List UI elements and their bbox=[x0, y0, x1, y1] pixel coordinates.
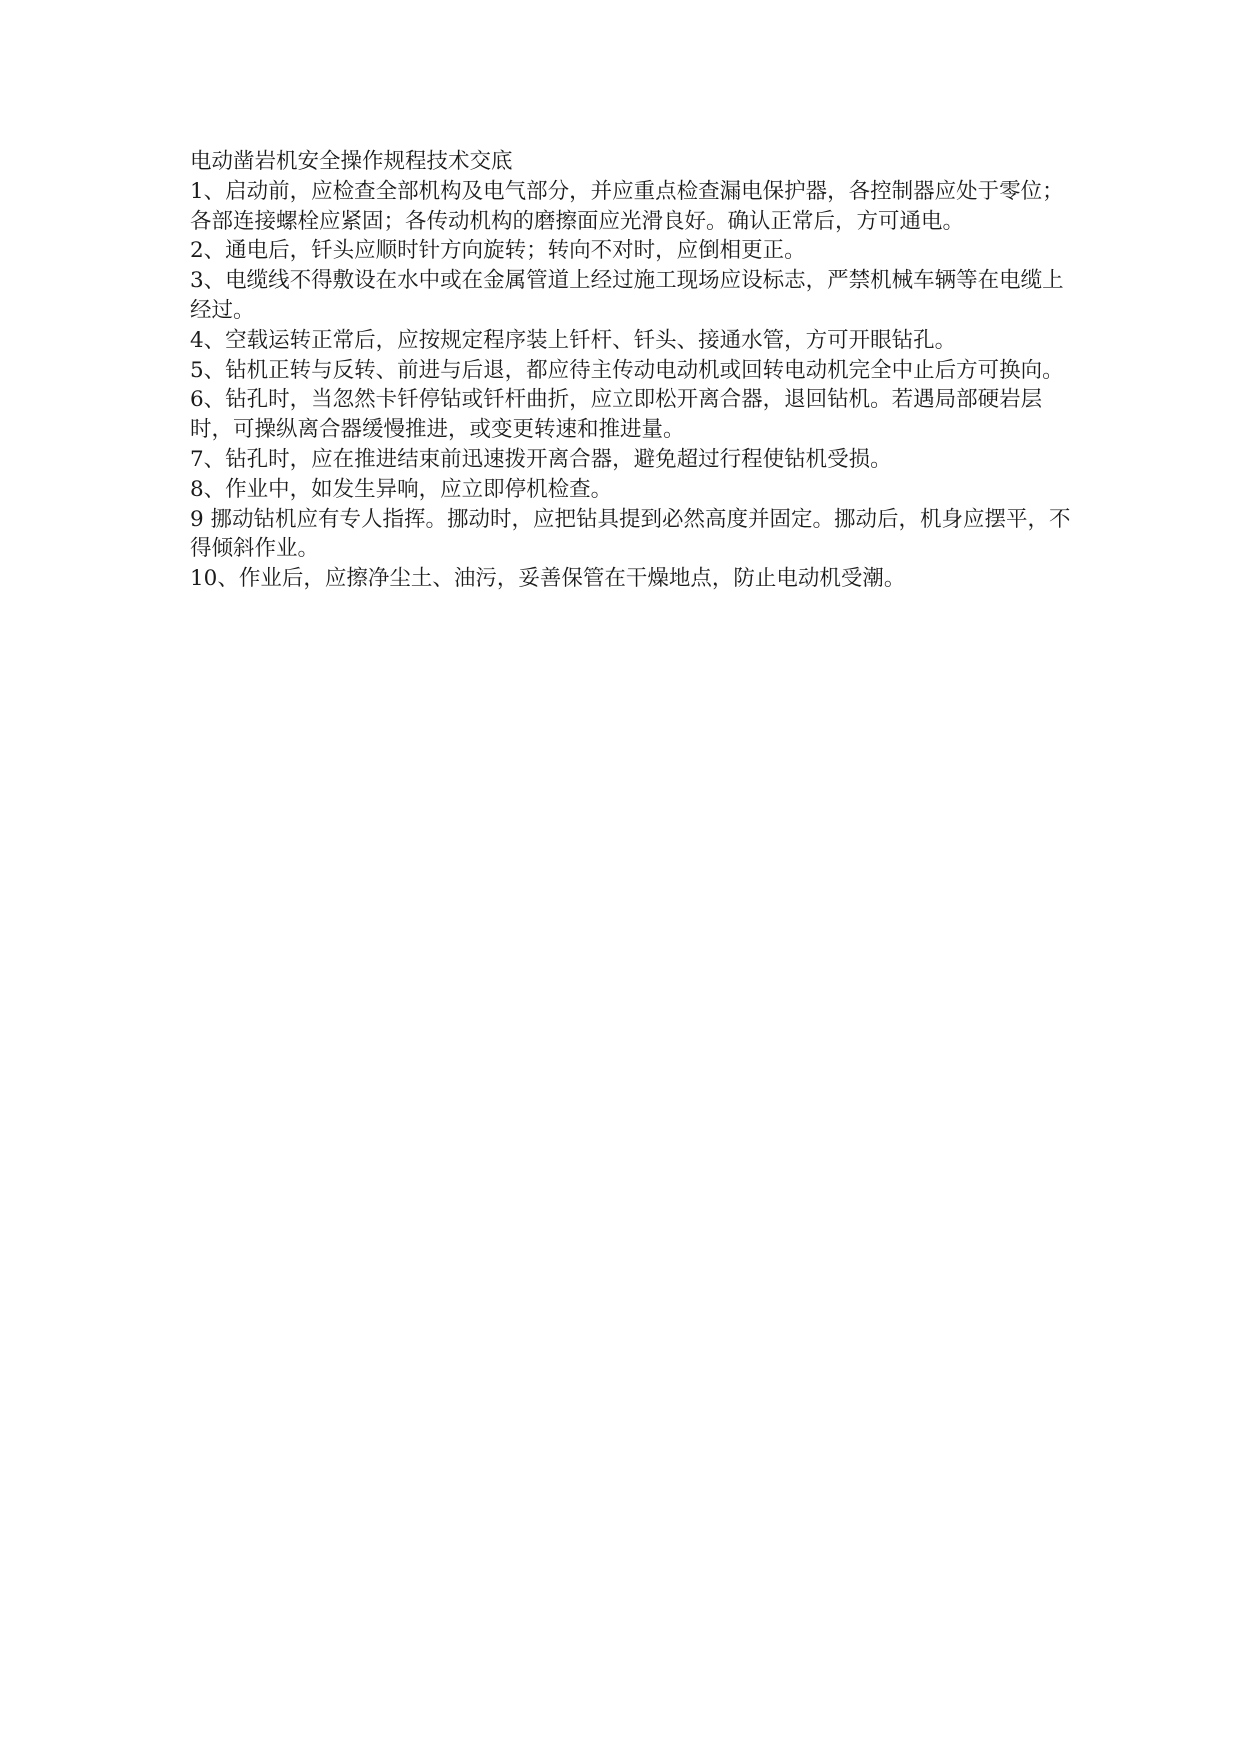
paragraph-5: 5、钻机正转与反转、前进与后退，都应待主传动电动机或回转电动机完全中止后方可换向。 bbox=[190, 357, 1064, 383]
paragraph-10: 10、作业后，应擦净尘土、油污，妥善保管在干燥地点，防止电动机受潮。 bbox=[190, 566, 906, 592]
paragraph-4: 4、空载运转正常后，应按规定程序装上钎杆、钎头、接通水管，方可开眼钻孔。 bbox=[190, 327, 957, 353]
paragraph-8: 8、作业中，如发生异响，应立即停机检查。 bbox=[190, 476, 613, 502]
paragraph-2: 2、通电后，钎头应顺时针方向旋转；转向不对时，应倒相更正。 bbox=[190, 238, 806, 264]
document-title: 电动凿岩机安全操作规程技术交底 bbox=[190, 149, 513, 174]
paragraph-7: 7、钻孔时，应在推进结束前迅速拨开离合器，避免超过行程使钻机受损。 bbox=[190, 446, 892, 472]
paragraph-9: 9 挪动钻机应有专人指挥。挪动时，应把钻具提到必然高度并固定。挪动后，机身应摆平，不得倾斜作业。 bbox=[190, 506, 1071, 562]
document-body bbox=[190, 147, 1080, 594]
paragraph-1: 1、启动前，应检查全部机构及电气部分，并应重点检查漏电保护器，各控制器应处于零位；各部连接螺栓应紧固；各传动机构的磨擦面应光滑良好。确认正常后，方可通电。 bbox=[190, 178, 1064, 234]
paragraph-6: 6、钻孔时，当忽然卡钎停钻或钎杆曲折，应立即松开离合器，退回钻机。若遇局部硬岩层时，可操纵离合器缓慢推进，或变更转速和推进量。 bbox=[190, 387, 1043, 443]
paragraph-3: 3、电缆线不得敷设在水中或在金属管道上经过施工现场应设标志，严禁机械车辆等在电缆上经过。 bbox=[190, 268, 1064, 323]
